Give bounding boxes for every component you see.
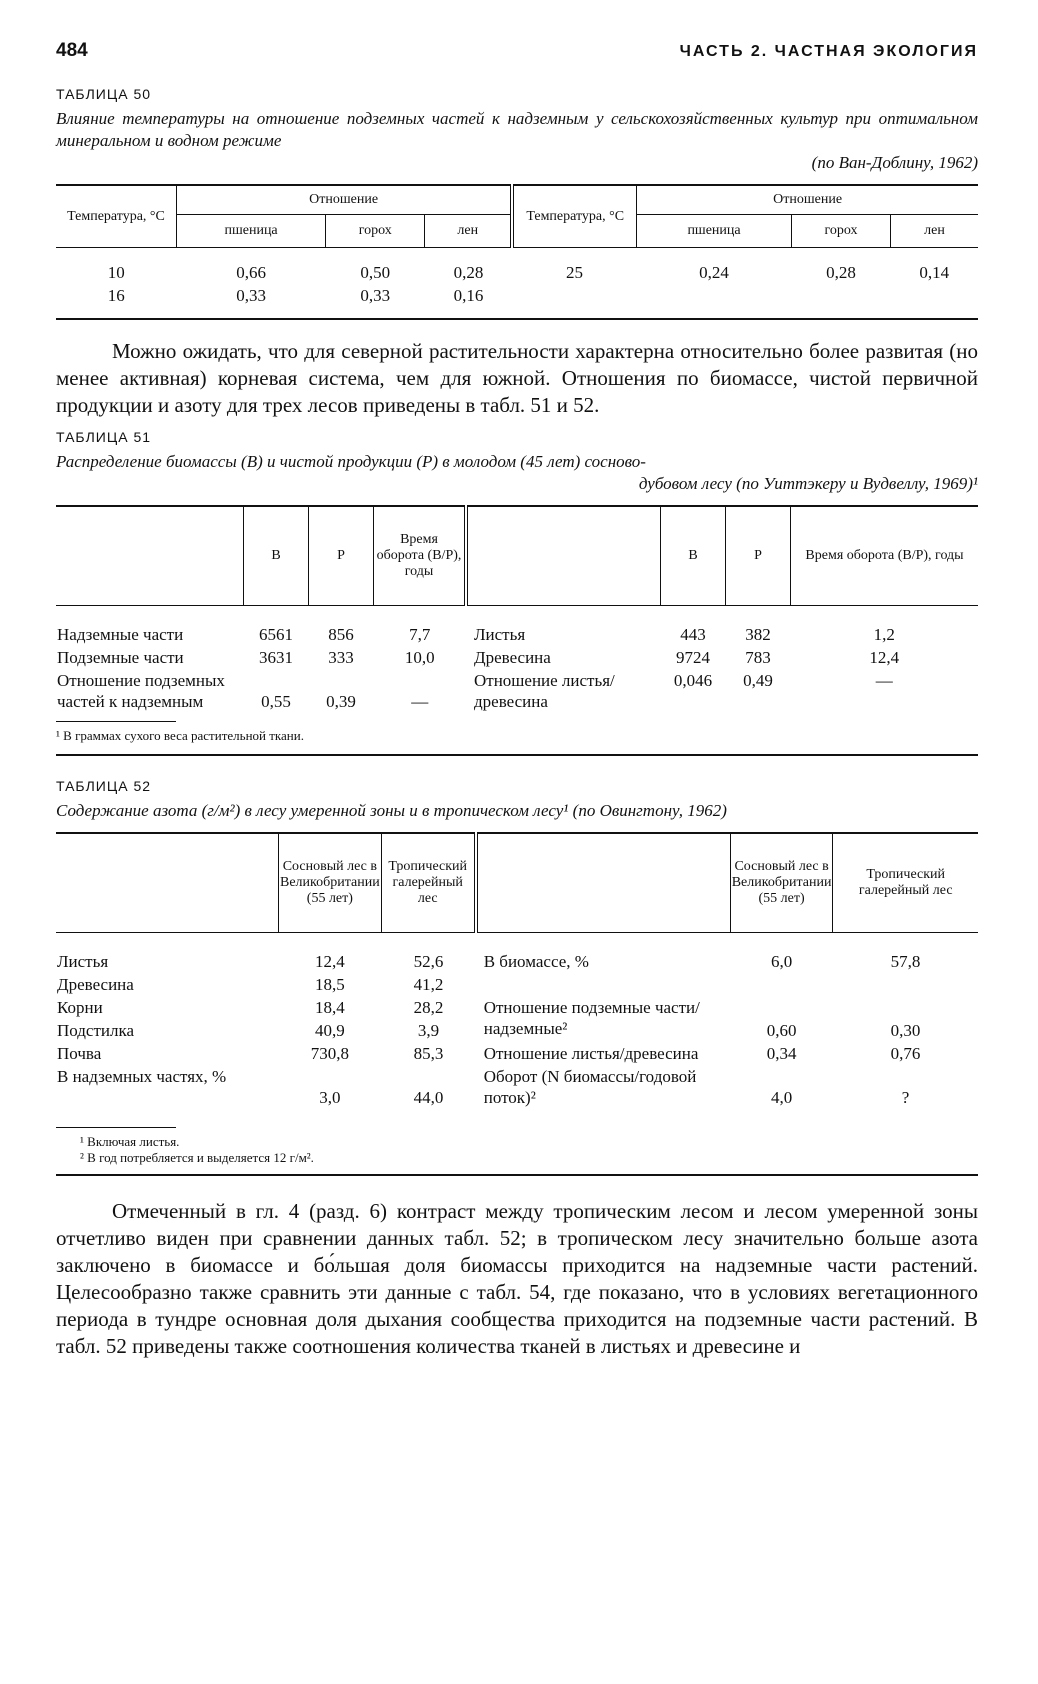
part-title: ЧАСТЬ 2. ЧАСТНАЯ ЭКОЛОГИЯ — [679, 43, 978, 60]
t50-right-p: 0,28 — [826, 263, 856, 282]
table-52 — [56, 832, 978, 1109]
t51-r0-p: 382 — [745, 625, 771, 644]
t50-right-w: 0,24 — [699, 263, 729, 282]
t51-h-p: P — [309, 506, 374, 606]
t50-h-ratio-2: Отношение — [637, 185, 978, 215]
t52-l1-name: Древесина — [57, 975, 134, 994]
t51-l0-p: 856 — [328, 625, 354, 644]
t52-l2-b: 28,2 — [413, 998, 444, 1017]
table-50-caption-text: Влияние температуры на отношение подземных частей к надземным у сельскохозяйственных культур при оптимальном минеральном и водном режиме — [56, 109, 978, 150]
t52-footnote-2: ² В год потребляется и выделяется 12 г/м². — [80, 1150, 314, 1165]
table-52-label: ТАБЛИЦА 52 — [56, 778, 152, 794]
t51-r2-p: 0,49 — [743, 671, 773, 690]
table-52-caption: Содержание азота (г/м²) в лесу умеренной зоны и в тропическом лесу¹ (по Овингтону, 1962) — [56, 801, 727, 820]
t52-l0-a: 12,4 — [314, 952, 345, 971]
t50-r1-t: 16 — [107, 286, 125, 305]
t52-h-pine: Сосновый лес в Великобритании (55 лет) — [279, 833, 382, 933]
t52-l2-name: Корни — [57, 998, 103, 1017]
page-number: 484 — [56, 40, 88, 61]
t51-l0-t: 7,7 — [409, 625, 431, 644]
table-50-caption — [56, 108, 978, 174]
t50-h-pea-2: горох — [791, 215, 890, 248]
t51-h-blank-2 — [466, 506, 661, 606]
t50-h-flax: лен — [425, 215, 512, 248]
t52-r3-b: ? — [901, 1088, 910, 1107]
t52-l3-b: 3,9 — [417, 1021, 440, 1040]
t52-r2-name: Отношение листья/древесина — [483, 1044, 699, 1063]
t51-r2-b: 0,046 — [673, 671, 713, 690]
t51-footnote-rule — [56, 721, 176, 722]
t50-r0-w: 0,66 — [236, 263, 266, 282]
t52-l4-name: Почва — [57, 1044, 102, 1063]
t52-l0-name: Листья — [57, 952, 109, 971]
t51-h-p-2: P — [726, 506, 791, 606]
t51-r0-name: Листья — [474, 625, 526, 644]
t52-l3-name: Подстилка — [57, 1021, 135, 1040]
table-51-label: ТАБЛИЦА 51 — [56, 429, 152, 445]
t51-r1-t: 12,4 — [869, 648, 900, 667]
t50-r0-p: 0,50 — [360, 263, 391, 282]
t52-r3-name: Оборот (N биомассы/годовой поток)² — [483, 1067, 697, 1107]
t51-r2-name: Отношение листья/древесина — [474, 671, 615, 711]
t51-h-turn: Время оборота (B/P), годы — [374, 506, 467, 606]
t51-r1-name: Древесина — [474, 648, 551, 667]
t50-h-flax-2: лен — [891, 215, 978, 248]
paragraph-2: Отмеченный в гл. 4 (разд. 6) контраст между тропическим лесом и лесом умеренной зоны отчетливо виден при сравнении данных табл. 52; в тропическом лесу значительно больше азота заключено в биомассе и бо́льшая доля биомассы приходится на надземные части растений. Целесообразно также сравнить эти данные с табл. 54, где показано, что в условиях вегетационного периода в тундре основная доля дыхания сообщества приходится на подземные части растений. В табл. 52 приведены также соотношения количества тканей в листьях и древесине и — [56, 1199, 978, 1358]
table-50-label: ТАБЛИЦА 50 — [56, 86, 152, 102]
t50-r1-w: 0,33 — [236, 286, 266, 305]
t51-l0-name: Надземные части — [57, 625, 184, 644]
running-header — [56, 40, 978, 76]
paragraph-1: Можно ожидать, что для северной растительности характерна относительно более развитая (но менее активная) корневая система, чем для южной. Отношения по биомассе, чистой первичной продукции и азоту для трех лесов приведены в табл. 51 и 52. — [56, 339, 978, 417]
t52-r2-b: 0,76 — [890, 1044, 921, 1063]
t51-h-blank — [56, 506, 244, 606]
t52-r1-b: 0,30 — [890, 1021, 921, 1040]
t51-l1-p: 333 — [328, 648, 354, 667]
t50-r1-p: 0,33 — [360, 286, 391, 305]
t50-right-t: 25 — [565, 263, 583, 282]
t51-l2-name: Отношение подземных частей к надземным — [57, 671, 225, 711]
t52-l1-a: 18,5 — [314, 975, 345, 994]
t50-h-wheat: пшеница — [177, 215, 326, 248]
t50-r0-f: 0,28 — [453, 263, 484, 282]
page — [56, 40, 978, 1360]
t51-l1-name: Подземные части — [57, 648, 184, 667]
t50-h-ratio: Отношение — [177, 185, 513, 215]
t52-l5-a: 3,0 — [319, 1088, 341, 1107]
t52-h-trop-2: Тропический галерейный лес — [833, 833, 978, 933]
t51-r2-t: — — [875, 671, 893, 690]
table-50-source: (по Ван-Доблину, 1962) — [811, 153, 978, 172]
t52-r2-a: 0,34 — [766, 1044, 797, 1063]
table-51-caption-text: Распределение биомассы (B) и чистой продукции (P) в молодом (45 лет) сосново- — [56, 452, 646, 471]
t52-r0-name: В биомассе, % — [483, 952, 589, 971]
t52-h-blank — [56, 833, 279, 933]
t52-l3-a: 40,9 — [314, 1021, 345, 1040]
t52-h-blank-2 — [476, 833, 731, 933]
t50-r1-f: 0,16 — [453, 286, 484, 305]
t51-r0-t: 1,2 — [873, 625, 895, 644]
t52-r0-b: 57,8 — [890, 952, 921, 971]
t51-r0-b: 443 — [680, 625, 706, 644]
t51-l2-b: 0,55 — [261, 692, 291, 711]
t52-l0-b: 52,6 — [413, 952, 444, 971]
t51-l1-t: 10,0 — [404, 648, 435, 667]
t51-l1-b: 3631 — [259, 648, 293, 667]
t51-h-b-2: B — [661, 506, 726, 606]
t52-h-trop: Тропический галерейный лес — [381, 833, 476, 933]
t51-h-turn-2: Время оборота (B/P), годы — [791, 506, 979, 606]
t50-right-f: 0,14 — [919, 263, 950, 282]
t50-h-wheat-2: пшеница — [637, 215, 792, 248]
t50-h-pea: горох — [326, 215, 425, 248]
table-51 — [56, 505, 978, 713]
t52-footnote-1: ¹ Включая листья. — [80, 1134, 180, 1149]
t52-l5-b: 44,0 — [413, 1088, 444, 1107]
t52-footnote-rule — [56, 1127, 176, 1128]
t52-r0-a: 6,0 — [770, 952, 793, 971]
t52-r1-name: Отношение подземные части/надземные² — [483, 998, 700, 1038]
t52-l4-a: 730,8 — [310, 1044, 349, 1063]
t50-r0-t: 10 — [107, 263, 125, 282]
table-50 — [56, 184, 978, 318]
t51-r1-b: 9724 — [676, 648, 710, 667]
t50-h-temp: Температура, °С — [67, 208, 165, 224]
t52-l5-name: В надземных частях, % — [57, 1067, 227, 1086]
t52-l4-b: 85,3 — [413, 1044, 444, 1063]
t51-r1-p: 783 — [745, 648, 771, 667]
t51-l2-t: — — [411, 692, 429, 711]
t52-h-pine-2: Сосновый лес в Великобритании (55 лет) — [730, 833, 833, 933]
t52-r1-a: 0,60 — [766, 1021, 797, 1040]
table-51-caption — [56, 451, 978, 495]
t52-l2-a: 18,4 — [314, 998, 345, 1017]
t52-l1-b: 41,2 — [413, 975, 444, 994]
t52-r3-a: 4,0 — [770, 1088, 793, 1107]
t51-l0-b: 6561 — [259, 625, 293, 644]
t51-h-b: B — [244, 506, 309, 606]
t50-h-temp-2: Температура, °С — [512, 185, 637, 248]
table-51-caption-end: дубовом лесу (по Уиттэкеру и Вудвеллу, 1969)¹ — [638, 474, 978, 493]
t51-l2-p: 0,39 — [326, 692, 356, 711]
t51-footnote: ¹ В граммах сухого веса растительной ткани. — [56, 728, 304, 743]
